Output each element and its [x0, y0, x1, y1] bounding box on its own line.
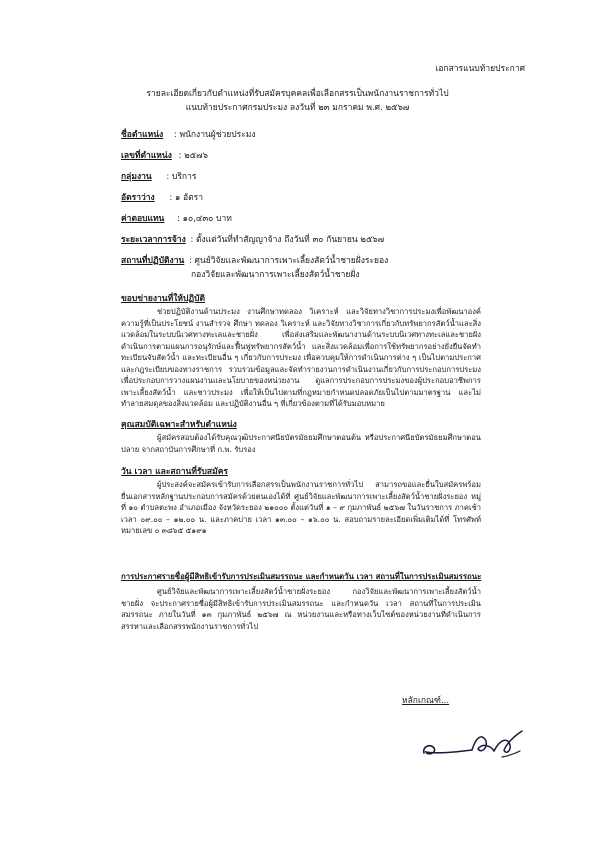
application-paragraph: ผู้ประสงค์จะสมัครเข้ารับการเลือกสรรเป็นพนักงานราชการทั่วไป สามารถขอและยื่นใบสมัครพร้อมยื่นเอกสารหลักฐานประกอบการสมัครด้วยตนเองได้ที่ ศูนย์วิจัยและพัฒนาการเพาะเลี้ยงสัตว์น้ำชายฝั่งระยอง หมู่ที่ ๑๐ ตำบลตะพง อำเภอเมือง จังหวัดระยอง ๒๑๐๐๐ ตั้งแต่วันที่ ๑ – ๙ กุมภาพันธ์ ๒๕๖๗ ในวันราชการ ภาคเช้า เวลา ๐๙.๐๐ – ๑๒.๐๐ น. และภาคบ่าย เวลา ๑๓.๐๐ – ๑๖.๐๐ น. สอบถามรายละเอียดเพิ่มเติมได้ที่ โทรศัพท์หมายเลข ๐ ๓๘๖๕ ๕๑๙๑ [121, 480, 481, 535]
period-field [121, 232, 384, 246]
announcement-heading: การประกาศรายชื่อผู้มีสิทธิเข้ารับการประเมินสมรรถนะ และกำหนดวัน เวลา สถานที่ในการประเมินสมรรถนะ [121, 572, 482, 581]
group-label: กลุ่มงาน [121, 172, 152, 182]
position-value: : พนักงานผู้ช่วยประมง [173, 130, 256, 140]
position-field [121, 127, 256, 141]
number-field [121, 148, 208, 162]
rate-value: : ๑ อัตรา [169, 193, 204, 203]
pay-value: : ๑๐,๔๓๐ บาท [177, 214, 232, 224]
group-value: : บริการ [166, 172, 197, 182]
number-label: เลขที่ตำแหน่ง [121, 151, 172, 161]
scope-heading: ขอบข่ายงานที่ให้ปฏิบัติ [121, 294, 205, 304]
next-page-label: หลักเกณฑ์... [402, 696, 450, 706]
pay-field [121, 211, 232, 225]
place-field [121, 253, 388, 267]
rate-field [121, 190, 203, 204]
number-value: : ๒๕๗๖ [178, 151, 208, 161]
document-title-line-1: รายละเอียดเกี่ยวกับตำแหน่งที่รับสมัครบุคคลเพื่อเลือกสรรเป็นพนักงานราชการทั่วไป [146, 89, 449, 99]
place-value-1: : ศูนย์วิจัยและพัฒนาการเพาะเลี้ยงสัตว์น้ำชายฝั่งระยอง [188, 256, 389, 266]
handwritten-signature [418, 723, 528, 763]
scope-paragraph: ช่วยปฏิบัติงานด้านประมง งานศึกษาทดลอง วิเคราะห์ และวิจัยทางวิชาการประมงเพื่อพัฒนาองค์ความรู้ที่เป็นประโยชน์ งานสำรวจ ศึกษา ทดลอง วิเคราะห์ และวิจัยทางวิชาการเกี่ยวกับทรัพยากรสัตว์น้ำและสิ่งแวดล้อมในระบบนิเวศทางทะเลและชายฝั่ง เพื่อส่งเสริมและพัฒนางานด้านระบบนิเวศทางทะเลและชายฝั่ง ดำเนินการตามแผนการอนุรักษ์และฟื้นฟูทรัพยากรสัตว์น้ำ และสิ่งแวดล้อมเพื่อการใช้ทรัพยากรอย่างยั่งยืนจัดทำทะเบียนจับสัตว์น้ำ และทะเบียนอื่น ๆ เกี่ยวกับการประมง เพื่อควบคุมให้การดำเนินการต่าง ๆ เป็นไปตามประกาศและกฎระเบียบของทางราชการ รวบรวมข้อมูลและจัดทำรายงานการดำเนินงานเกี่ยวกับการประกอบการประมงเพื่อประกอบการวางแผนงานและนโยบายของหน่วยงาน ดูแลการประกอบการประมงของผู้ประกอบอาชีพการเพาะเลี้ยงสัตว์น้ำ และชาวประมง เพื่อให้เป็นไปตามที่กฎหมายกำหนดปลอดภัยเป็นไปตามมาตรฐาน และไม่ทำลายสมดุลของสิ่งแวดล้อม และปฏิบัติงานอื่น ๆ ที่เกี่ยวข้องตามที่ได้รับมอบหมาย [121, 307, 481, 408]
announcement-paragraph: ศูนย์วิจัยและพัฒนาการเพาะเลี้ยงสัตว์น้ำชายฝั่งระยอง กองวิจัยและพัฒนาการเพาะเลี้ยงสัตว์น้ำชายฝั่ง จะประกาศรายชื่อผู้มีสิทธิเข้ารับการประเมินสมรรถนะ และกำหนดวัน เวลา สถานที่ในการประเมินสมรรถนะ ภายในวันที่ ๑๓ กุมภาพันธ์ ๒๕๖๗ ณ หน่วยงานและหรือทางเว็บไซต์ของหน่วยงานที่ดำเนินการสรรหาและเลือกสรรพนักงานราชการทั่วไป [121, 587, 481, 631]
place-label: สถานที่ปฏิบัติงาน [121, 256, 185, 266]
period-label: ระยะเวลาการจ้าง [121, 235, 186, 245]
qualification-paragraph: ผู้สมัครสอบต้องได้รับคุณวุฒิประกาศนียบัตรมัธยมศึกษาตอนต้น หรือประกาศนียบัตรมัธยมศึกษาตอนปลาย จากสถาบันการศึกษาที่ ก.พ. รับรอง [121, 433, 481, 454]
rate-label: อัตราว่าง [121, 193, 155, 203]
document-title-line-2: แนบท้ายประกาศกรมประมง ลงวันที่ ๒๓ มกราคม พ.ศ. ๒๕๖๗ [185, 103, 410, 113]
pay-label: ค่าตอบแทน [121, 214, 165, 224]
attachment-reference-label: เอกสารแนบท้ายประกาศ [435, 64, 525, 74]
place-value-2: กองวิจัยและพัฒนาการเพาะเลี้ยงสัตว์น้ำชายฝั่ง [191, 270, 360, 280]
period-value: : ตั้งแต่วันที่ทำสัญญาจ้าง ถึงวันที่ ๓๐ กันยายน ๒๕๖๗ [190, 235, 385, 245]
application-heading: วัน เวลา และสถานที่รับสมัคร [121, 467, 228, 477]
position-label: ชื่อตำแหน่ง [121, 130, 164, 140]
qualification-heading: คุณสมบัติเฉพาะสำหรับตำแหน่ง [121, 420, 237, 430]
group-field [121, 169, 196, 183]
